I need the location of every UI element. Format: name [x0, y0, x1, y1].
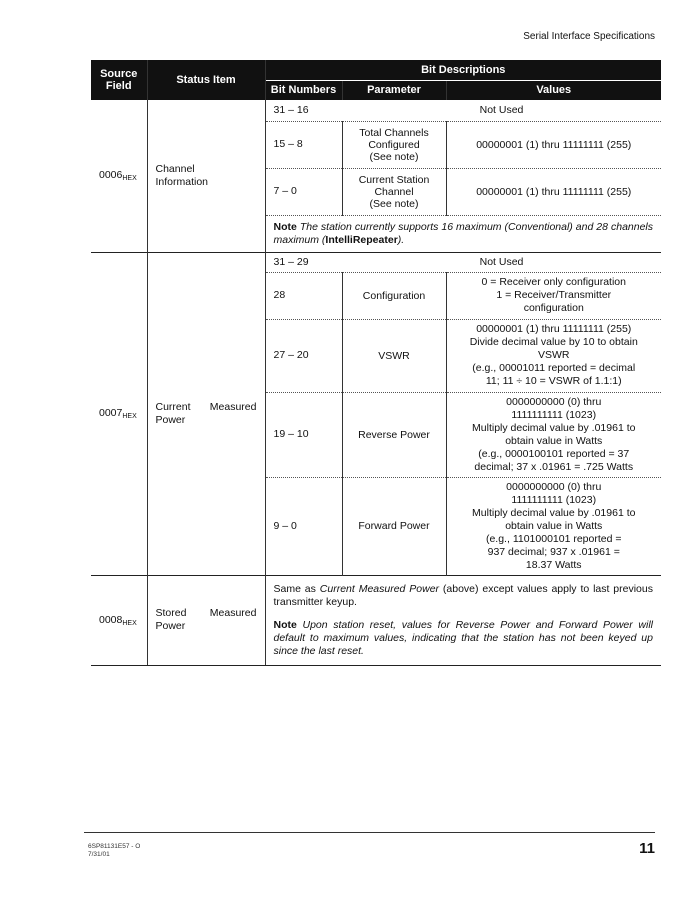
status-item-cell	[147, 252, 265, 575]
values-cell: 00000001 (1) thru 11111111 (255)	[446, 168, 661, 215]
page-header-title: Serial Interface Specifications	[523, 31, 655, 42]
bit-number-cell: 28	[265, 272, 342, 319]
source-field-code: 0006	[99, 169, 123, 182]
footer-rule	[84, 832, 655, 833]
parameter-cell: Forward Power	[342, 477, 446, 575]
table-row	[91, 252, 661, 272]
status-item-word: Stored	[155, 607, 187, 619]
values-cell: 0000000000 (0) thru 1111111111 (1023) Multiply decimal value by .01961 to obtain value in Watts (e.g., 1101000101 reported = 937 decimal; 937 x .01961 = 18.37 Watts	[446, 477, 661, 575]
source-field-header	[91, 60, 147, 100]
status-item-word: Measured	[209, 400, 257, 413]
status-item-word: Measured	[209, 607, 257, 619]
bit-numbers-header: Bit Numbers	[265, 80, 342, 100]
note-label: Note	[273, 220, 297, 233]
values-cell: 00000001 (1) thru 11111111 (255)	[446, 121, 661, 168]
table-row	[91, 575, 661, 665]
source-field-header-label: Source Field	[100, 68, 138, 92]
page-number: 11	[639, 840, 655, 857]
values-cell: 00000001 (1) thru 11111111 (255) Divide decimal value by 10 to obtain VSWR (e.g., 00001011 reported = decimal 11; 11 ÷ 10 = VSWR of 1.1:1)	[446, 319, 661, 392]
footer-document-code	[88, 843, 140, 859]
status-item-header: Status Item	[147, 60, 265, 100]
description-post: (above) except values apply to last previous transmitter keyup.	[273, 582, 653, 608]
bit-descriptions-header: Bit Descriptions	[265, 60, 661, 80]
parameter-cell: Configuration	[342, 272, 446, 319]
source-field-cell	[91, 252, 147, 575]
parameter-header: Parameter	[342, 80, 446, 100]
values-cell: 0 = Receiver only configuration 1 = Receiver/Transmitter configuration	[446, 272, 661, 319]
note-text: The station currently supports 16 maximum (Conventional) and 28 channels maximum (	[273, 220, 654, 246]
hex-subscript: HEX	[122, 175, 137, 183]
values-cell: Not Used	[342, 252, 661, 272]
parameter-cell: Total Channels Configured (See note)	[342, 121, 446, 168]
values-cell: 0000000000 (0) thru 1111111111 (1023) Multiply decimal value by .01961 to obtain value in Watts (e.g., 0000100101 reported = 37 decimal; 37 x .01961 = .725 Watts	[446, 392, 661, 477]
description-text	[274, 583, 654, 609]
source-field-code: 0007	[99, 407, 123, 419]
note-text: Upon station reset, values for Reverse Power and Forward Power will default to maximum values, indicating that the station has not been keyed up since the last reset.	[273, 618, 653, 657]
table-header-row	[91, 60, 661, 80]
status-item-line	[156, 401, 257, 414]
values-cell: Not Used	[479, 104, 524, 117]
bit-number-cell: 19 – 10	[265, 392, 342, 477]
parameter-cell: VSWR	[342, 319, 446, 392]
note-label: Note	[273, 618, 297, 631]
note-text-block	[274, 619, 654, 658]
bit-number-cell: 31 – 16	[265, 100, 342, 121]
status-item-word: Power	[155, 620, 186, 632]
status-item-word: Current	[155, 400, 191, 413]
bit-number-cell: 27 – 20	[265, 319, 342, 392]
source-field-code: 0008	[99, 613, 123, 626]
hex-subscript: HEX	[122, 413, 137, 420]
hex-subscript: HEX	[122, 619, 137, 627]
bit-number-cell: 15 – 8	[265, 121, 342, 168]
table-row	[91, 100, 661, 121]
bit-number-cell: 7 – 0	[265, 168, 342, 215]
description-cell	[265, 575, 661, 665]
bit-number-cell: 31 – 29	[265, 252, 342, 272]
status-item-cell	[147, 575, 265, 665]
status-item-line	[156, 607, 257, 620]
description-italic: Current Measured Power	[319, 582, 440, 595]
status-item-word: Power	[155, 413, 186, 426]
parameter-cell: Reverse Power	[342, 392, 446, 477]
description-pre: Same as	[273, 582, 320, 595]
footer-code-line: 6SP81131E57 - O	[88, 843, 141, 850]
source-field-cell	[91, 100, 147, 252]
footer-date-line: 7/31/01	[88, 851, 110, 858]
values-header: Values	[446, 80, 661, 100]
parameter-cell: Current Station Channel (See note)	[342, 168, 446, 215]
bit-description-table	[91, 60, 661, 666]
bit-number-cell: 9 – 0	[265, 477, 342, 575]
source-field-cell	[91, 575, 147, 665]
status-item-cell	[147, 100, 265, 252]
status-item-label: Channel Information	[155, 162, 209, 188]
note-bold-text: IntelliRepeater	[325, 233, 398, 246]
note-cell	[265, 215, 661, 252]
note-end-text: ).	[397, 233, 405, 246]
